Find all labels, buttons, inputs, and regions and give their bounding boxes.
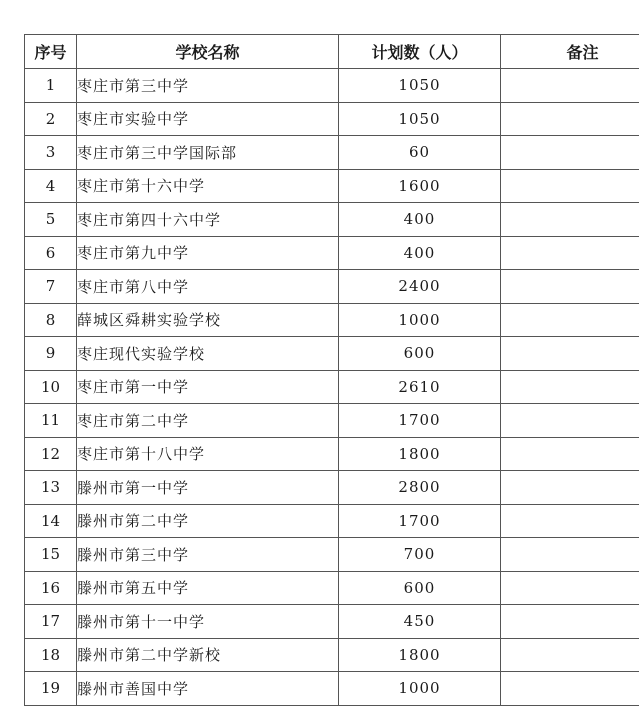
plan-count-cell: 2400 [339,270,501,304]
plan-count-cell: 1600 [339,169,501,203]
school-name-cell: 滕州市善国中学 [77,672,339,706]
row-number: 13 [25,471,77,505]
plan-count-cell: 1700 [339,504,501,538]
school-name-cell: 滕州市第二中学新校 [77,638,339,672]
plan-count-cell: 1800 [339,638,501,672]
plan-count-cell: 60 [339,136,501,170]
school-name-cell: 枣庄现代实验学校 [77,337,339,371]
school-name-cell: 枣庄市第十六中学 [77,169,339,203]
table-row [25,504,639,538]
plan-count-cell: 1050 [339,69,501,103]
note-cell [501,672,639,706]
school-name-cell: 滕州市第二中学 [77,504,339,538]
plan-count-cell: 1000 [339,303,501,337]
note-cell [501,605,639,639]
table-row [25,303,639,337]
note-cell [501,203,639,237]
plan-count-cell: 400 [339,203,501,237]
note-cell [501,538,639,572]
row-number: 3 [25,136,77,170]
table-row [25,370,639,404]
note-cell [501,571,639,605]
school-name-cell: 枣庄市第三中学 [77,69,339,103]
row-number: 6 [25,236,77,270]
plan-count-cell: 1700 [339,404,501,438]
note-cell [501,370,639,404]
plan-count-cell: 700 [339,538,501,572]
school-name-cell: 滕州市第五中学 [77,571,339,605]
school-name-cell: 枣庄市第八中学 [77,270,339,304]
school-name-cell: 枣庄市第十八中学 [77,437,339,471]
row-number: 14 [25,504,77,538]
note-cell [501,169,639,203]
row-number: 11 [25,404,77,438]
row-number: 10 [25,370,77,404]
header-no: 序号 [25,35,77,69]
table-row [25,404,639,438]
row-number: 19 [25,672,77,706]
school-name-cell: 枣庄市第二中学 [77,404,339,438]
table-row [25,236,639,270]
note-cell [501,270,639,304]
row-number: 8 [25,303,77,337]
plan-count-cell: 1800 [339,437,501,471]
row-number: 1 [25,69,77,103]
note-cell [501,437,639,471]
table-row [25,203,639,237]
enrollment-plan-table [24,34,639,706]
row-number: 18 [25,638,77,672]
row-number: 7 [25,270,77,304]
row-number: 9 [25,337,77,371]
plan-count-cell: 1050 [339,102,501,136]
table-row [25,169,639,203]
row-number: 16 [25,571,77,605]
note-cell [501,102,639,136]
plan-count-cell: 400 [339,236,501,270]
table-header-row [25,35,639,69]
plan-count-cell: 600 [339,571,501,605]
note-cell [501,136,639,170]
table-row [25,672,639,706]
plan-count-cell: 2800 [339,471,501,505]
plan-count-cell: 450 [339,605,501,639]
note-cell [501,471,639,505]
note-cell [501,337,639,371]
row-number: 17 [25,605,77,639]
table-row [25,102,639,136]
table-row [25,136,639,170]
row-number: 2 [25,102,77,136]
header-school-name: 学校名称 [77,35,339,69]
header-plan-count: 计划数（人） [339,35,501,69]
table-row [25,337,639,371]
table-row [25,605,639,639]
note-cell [501,404,639,438]
school-name-cell: 滕州市第十一中学 [77,605,339,639]
table-row [25,69,639,103]
school-name-cell: 枣庄市第四十六中学 [77,203,339,237]
school-name-cell: 枣庄市第一中学 [77,370,339,404]
note-cell [501,69,639,103]
note-cell [501,638,639,672]
school-name-cell: 枣庄市第三中学国际部 [77,136,339,170]
table-body [25,69,639,706]
header-note: 备注 [501,35,639,69]
cropped-title-remnant [0,0,639,10]
table-row [25,471,639,505]
school-name-cell: 薛城区舜耕实验学校 [77,303,339,337]
plan-count-cell: 2610 [339,370,501,404]
row-number: 12 [25,437,77,471]
school-name-cell: 滕州市第三中学 [77,538,339,572]
row-number: 15 [25,538,77,572]
school-name-cell: 滕州市第一中学 [77,471,339,505]
row-number: 4 [25,169,77,203]
note-cell [501,236,639,270]
table-row [25,571,639,605]
note-cell [501,504,639,538]
table-row [25,538,639,572]
table-row [25,638,639,672]
table-row [25,270,639,304]
table-row [25,437,639,471]
school-name-cell: 枣庄市第九中学 [77,236,339,270]
plan-count-cell: 600 [339,337,501,371]
school-name-cell: 枣庄市实验中学 [77,102,339,136]
plan-count-cell: 1000 [339,672,501,706]
note-cell [501,303,639,337]
row-number: 5 [25,203,77,237]
